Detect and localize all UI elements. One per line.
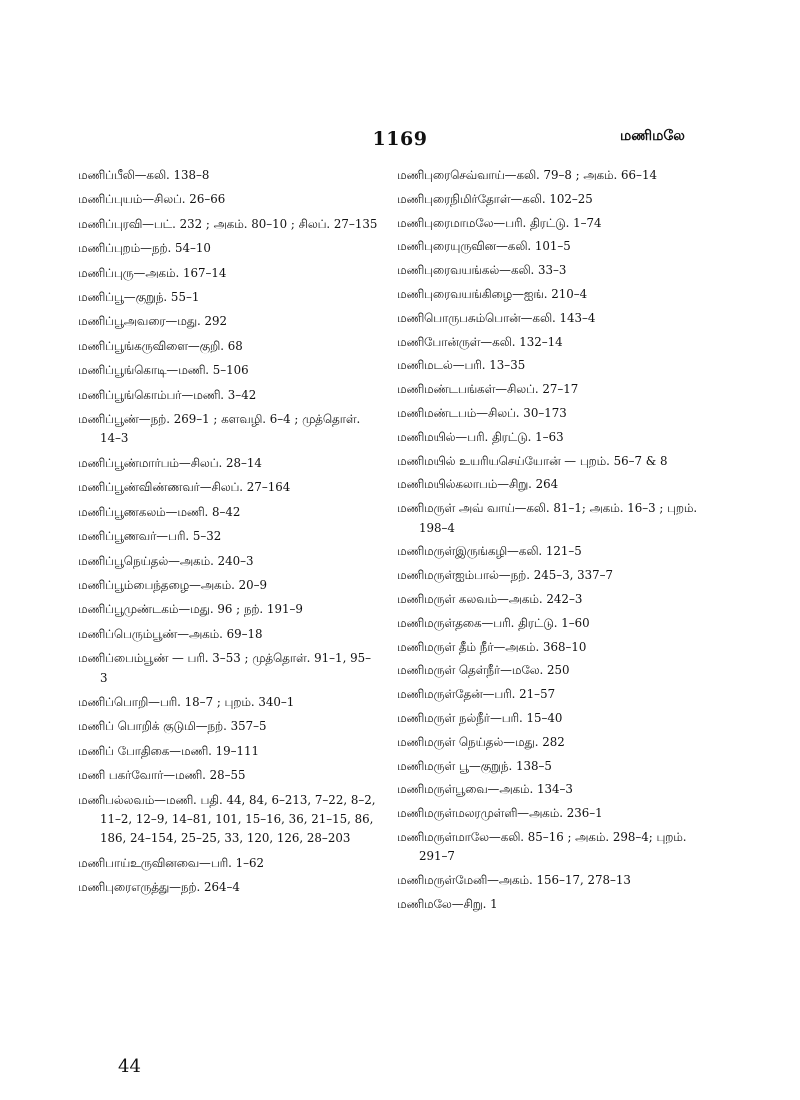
index-entry: மணிப்பூணவர்—பரி. 5–32: [78, 529, 222, 544]
index-entry: மணிபல்லவம்—மணி. பதி. 44, 84, 6–213, 7–22, 8–2, 11–2, 12–9, 14–81, 101, 15–16, 36, 21–15, 86, 186, 24–154, 25–25, 33, 120, 126, 28–203: [78, 792, 376, 846]
index-entry: மணிமண்டபங்கள்—சிலப். 27–17: [397, 382, 579, 397]
index-entry: மணிபுரைமாமலே—பரி. திரட்டு. 1–74: [397, 215, 602, 230]
index-entry: மணிப்பூநெய்தல்—அகம். 240–3: [78, 553, 254, 568]
index-entry: மணிப்பெரும்பூண்—அகம். 69–18: [78, 626, 263, 641]
index-entry: மணிப்பூங்கொம்பர்—மணி. 3–42: [78, 387, 257, 402]
index-entry: மணிமலே—சிறு. 1: [397, 896, 498, 911]
index-entry: மணிமருள்ஐம்பால்—நற். 245–3, 337–7: [397, 568, 614, 583]
index-entry: மணிப்பூண்விண்ணவர்—சிலப். 27–164: [78, 480, 291, 495]
index-entry: மணிமடல்—பரி. 13–35: [397, 358, 526, 373]
index-entry: மணிப்பைம்பூண் — பரி. 3–53 ; முத்தொள். 91–1, 95–3: [78, 651, 371, 685]
index-entry: மணிமருள் நல்நீர்—பரி. 15–40: [397, 710, 563, 725]
index-entry: மணிமருள் தீம் நீர்—அகம். 368–10: [397, 639, 587, 654]
index-entry: மணிப்பூம்பைந்தழை—அகம். 20–9: [78, 577, 267, 592]
signature-mark: 44: [118, 1056, 141, 1077]
index-entry: மணிப்புரு—அகம். 167–14: [78, 265, 227, 280]
index-entry: மணிமருள் அவ் வாய்—கலி. 81–1; அகம். 16–3 ; புறம். 198–4: [397, 501, 698, 535]
index-entry: மணிமருள்மலரமுள்ளி—அகம். 236–1: [397, 806, 603, 821]
index-entry: மணிப்பொறி—பரி. 18–7 ; புறம். 340–1: [78, 694, 295, 709]
index-entry: மணிமருள் நெய்தல்—மது. 282: [397, 734, 565, 749]
index-entry: மணிமருள்இருங்கழி—கலி. 121–5: [397, 544, 582, 559]
index-entry: மணிபுரைஎருத்து—நற். 264–4: [78, 880, 240, 895]
index-entry: மணிபொருபசும்பொன்—கலி. 143–4: [397, 310, 596, 325]
index-entry: மணிபோன்ருள்—கலி. 132–14: [397, 334, 563, 349]
index-entry: மணிப்புரவி—பட். 232 ; அகம். 80–10 ; சிலப். 27–135: [78, 216, 378, 231]
right-column: [397, 166, 713, 919]
index-entry: மணிமருள்மேனி—அகம். 156–17, 278–13: [397, 873, 631, 888]
index-entry: மணிபுரைநிமிர்தோள்—கலி. 102–25: [397, 191, 593, 206]
index-entry: மணிப்பீலி—கலி. 138–8: [78, 168, 210, 182]
index-entry: மணிமருள்தகை—பரி. திரட்டு. 1–60: [397, 615, 590, 630]
index-entry: மணிபுரைசெவ்வாய்—கலி. 79–8 ; அகம். 66–14: [397, 168, 657, 182]
index-entry: மணிபாய்உருவினவை—பரி. 1–62: [78, 855, 265, 870]
index-entry: மணிப்பூ—குறுந். 55–1: [78, 290, 200, 305]
index-entry: மணிமருள் தெள்நீர்—மலே. 250: [397, 663, 570, 678]
index-entry: மணிபுரைவயங்கல்—கலி. 33–3: [397, 263, 567, 278]
index-entry: மணிமயில்கலாபம்—சிறு. 264: [397, 477, 559, 492]
index-entry: மணிப்பூண்மார்பம்—சிலப். 28–14: [78, 455, 262, 470]
index-entry: மணிபுரையுருவின—கலி. 101–5: [397, 239, 571, 254]
index-entry: மணிப் பொறிக் குடுமி—நற். 357–5: [78, 719, 267, 734]
index-entry: மணிப்பூங்கருவிளை—குறி. 68: [78, 338, 243, 353]
index-entry: மணிப்புயம்—சிலப். 26–66: [78, 192, 226, 207]
running-head: மணிமலே: [620, 128, 685, 144]
index-entry: மணிப்பூங்கொடி—மணி. 5–106: [78, 363, 249, 378]
left-column: [78, 166, 378, 903]
index-entry: மணிமண்டபம்—சிலப். 30–173: [397, 405, 567, 420]
index-entry: மணிப் போதிகை—மணி. 19–111: [78, 743, 260, 758]
index-entry: மணிமருள்தேன்—பரி. 21–57: [397, 687, 556, 702]
index-entry: மணிமயில் உயரியசெய்யோன் — புறம். 56–7 & 8: [397, 453, 668, 468]
index-entry: மணிப்பூமுண்டகம்—மது. 96 ; நற். 191–9: [78, 602, 303, 617]
index-entry: மணிமருள் கலவம்—அகம். 242–3: [397, 591, 583, 606]
index-entry: மணிப்பூணகலம்—மணி. 8–42: [78, 504, 241, 519]
index-entry: மணிமயில்—பரி. திரட்டு. 1–63: [397, 429, 564, 444]
index-entry: மணிப்பூஅவரை—மது. 292: [78, 314, 227, 329]
index-entry: மணிப்புறம்—நற். 54–10: [78, 241, 211, 256]
index-entry: மணிமருள்மாலே—கலி. 85–16 ; அகம். 298–4; புறம். 291–7: [397, 829, 687, 864]
index-entry: மணி பகர்வோர்—மணி. 28–55: [78, 768, 246, 783]
index-entry: மணிமருள்பூவை—அகம். 134–3: [397, 782, 573, 797]
index-entry: மணிப்பூண்—நற். 269–1 ; களவழி. 6–4 ; முத்தொள். 14–3: [78, 412, 361, 446]
page-number: 1169: [372, 128, 428, 150]
index-entry: மணிமருள் பூ—குறுந். 138–5: [397, 758, 552, 773]
index-entry: மணிபுரைவயங்கிழை—ஐங். 210–4: [397, 286, 588, 301]
